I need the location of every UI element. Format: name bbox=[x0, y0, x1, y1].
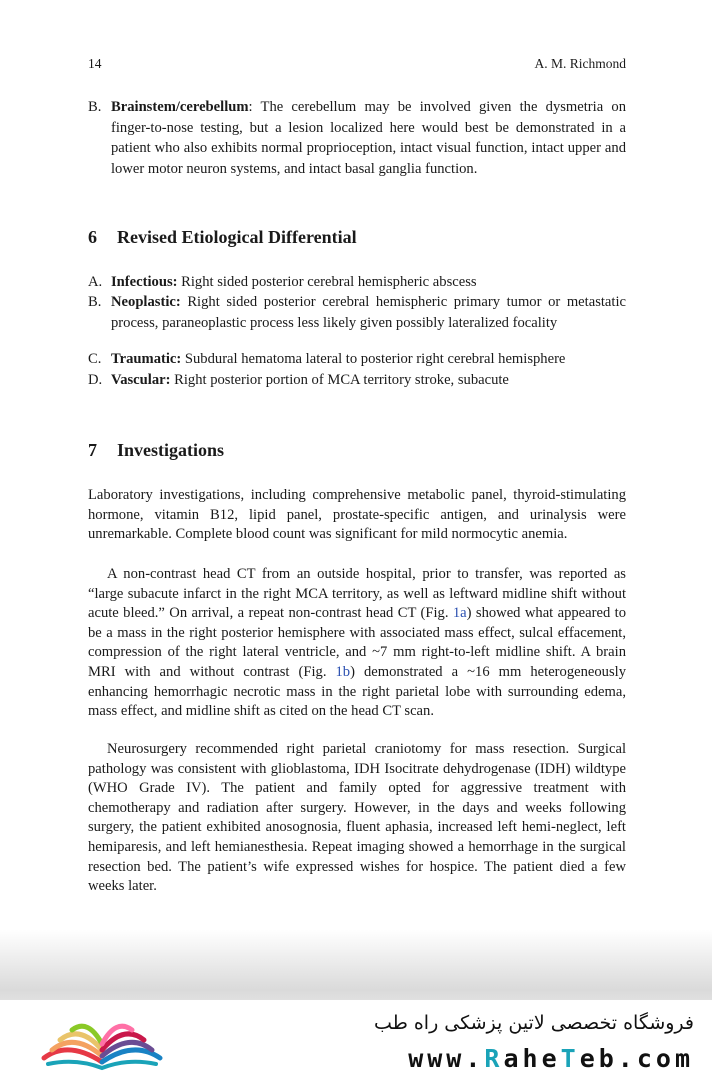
watermark-footer bbox=[0, 1000, 712, 1079]
section-6-heading bbox=[88, 226, 626, 248]
list-term: Traumatic: bbox=[111, 351, 182, 367]
shop-url[interactable]: www.RaheTeb.com bbox=[408, 1044, 694, 1073]
running-head: A. M. Richmond bbox=[534, 56, 626, 71]
list-text: Right posterior portion of MCA territory stroke, subacute bbox=[170, 372, 509, 388]
page-number: 14 bbox=[88, 56, 102, 71]
list-item-infectious: A. Infectious: Right sided posterior cerebral hemispheric abscess bbox=[88, 274, 477, 290]
figure-ref-1a[interactable]: 1a bbox=[452, 605, 467, 622]
list-body: Brainstem/cerebellum: The cerebellum may be involved given the dysmetria on finger-to-nose testing, but a lesion localized here would best be demonstrated in a patient who also exhibits normal proprioception, intact visual function, intact upper and lower motor neuron systems, and intact basal ganglia function. bbox=[111, 99, 626, 177]
page-header bbox=[88, 56, 626, 76]
list-term: Vascular: bbox=[111, 372, 171, 388]
section-title: Investigations bbox=[117, 440, 225, 460]
paragraph-lab: Laboratory investigations, including comprehensive metabolic panel, thyroid-stimulating hormone, vitamin B12, lipid panel, prostate-specific antigen, and urinalysis were unremarkable. Complete blood count was significant for mild normocytic anemia. bbox=[88, 487, 626, 543]
paragraph-imaging: A non-contrast head CT from an outside hospital, prior to transfer, was reported as “large subacute infarct in the right MCA territory, as well as leftward midline shift without acute bleed.” On arrival, a repeat non-contrast head CT (Fig. 1a) showed what appeared to be a mass in the right posterior hemisphere with associated mass effect, sulcal effacement, compression of the right lateral ventricle, and ~7 mm right-to-left midline shift. A brain MRI with and without contrast (Fig. 1b) demonstrated a ~16 mm heterogeneously enhancing hemorrhagic necrotic mass in the right parietal lobe with surrounding edema, mass effect, and midline shift as cited on the head CT scan. bbox=[88, 566, 627, 720]
figure-ref-1b[interactable]: 1b bbox=[335, 663, 351, 680]
shop-name: فروشگاه تخصصی لاتین پزشکی راه طب bbox=[374, 1012, 694, 1034]
list-text: Right sided posterior cerebral hemispheric primary tumor or metastatic process, paraneoplastic process less likely given possibly lateralized focality bbox=[111, 294, 626, 331]
open-book-rainbow-logo-icon bbox=[38, 1010, 168, 1072]
paragraph-treatment: Neurosurgery recommended right parietal craniotomy for mass resection. Surgical pathology was consistent with glioblastoma, IDH Isocitrate dehydrogenase (IDH) wildtype (WHO Grade IV). The patient and family opted for aggressive treatment with chemotherapy and radiation after surgery. However, in the days and weeks following surgery, the patient exhibited anosognosia, fluent aphasia, increased left hemi-neglect, left hemiparesis, and left hemianesthesia. Repeat imaging showed a hemorrhage in the surgical resection bed. The patient’s wife expressed wishes for hospice. The patient died a few weeks later. bbox=[88, 741, 626, 895]
list-term: Brainstem/cerebellum bbox=[111, 99, 249, 115]
list-item-traumatic: C. Traumatic: Subdural hematoma lateral to posterior right cerebral hemisphere bbox=[88, 351, 566, 367]
list-item-brainstem bbox=[88, 97, 626, 179]
section-number: 7 bbox=[88, 440, 97, 460]
list-text: Right sided posterior cerebral hemispheric abscess bbox=[177, 274, 477, 290]
list-item-vascular: D. Vascular: Right posterior portion of MCA territory stroke, subacute bbox=[88, 372, 509, 388]
list-text: The cerebellum may be involved given the dysmetria on finger-to-nose testing, but a lesion localized here would best be demonstrated in a patient who also exhibits normal proprioception, intact visual function, intact upper and lower motor neuron systems, and intact basal ganglia function. bbox=[111, 99, 626, 177]
list-term: Neoplastic: bbox=[111, 294, 181, 310]
list-term: Infectious: bbox=[111, 274, 178, 290]
list-text: Subdural hematoma lateral to posterior right cerebral hemisphere bbox=[181, 351, 566, 367]
page-bottom-shadow bbox=[0, 930, 712, 1010]
section-title: Revised Etiological Differential bbox=[117, 227, 357, 247]
list-label: B. bbox=[88, 99, 102, 115]
section-number: 6 bbox=[88, 227, 97, 247]
list-item-neoplastic: B. Neoplastic: Right sided posterior cerebral hemispheric primary tumor or metastatic process, paraneoplastic process less likely given possibly lateralized focality bbox=[88, 294, 626, 331]
section-7-heading bbox=[88, 439, 626, 461]
